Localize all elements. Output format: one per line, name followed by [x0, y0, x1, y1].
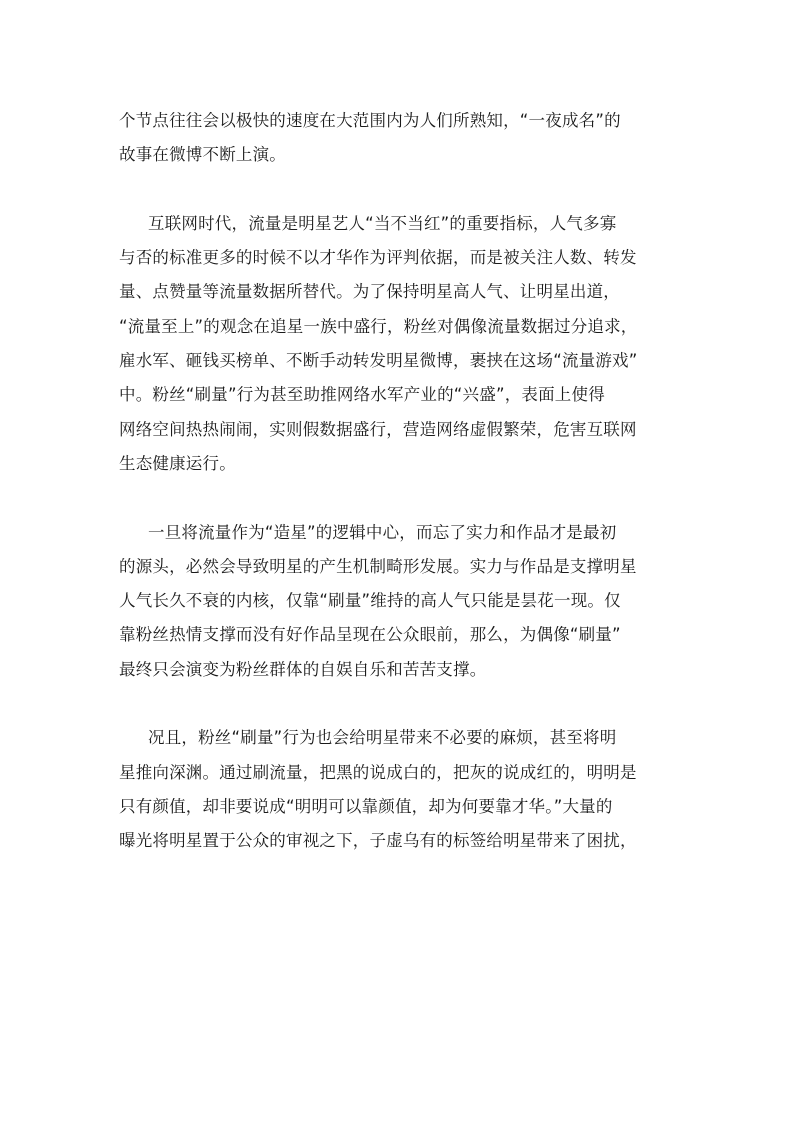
text-line: “流量至上”的观念在追星一族中盛行，粉丝对偶像流量数据过分追求，	[119, 316, 638, 336]
paragraph-gap	[119, 481, 679, 515]
paragraph-2	[119, 207, 679, 481]
text-line: 靠粉丝热情支撑而没有好作品呈现在公众眼前，那么，为偶像“刷量”	[119, 625, 621, 645]
text-line: 只有颜值，却非要说成“明明可以靠颜值，却为何要靠才华。”大量的	[119, 796, 613, 816]
text-line: 人气长久不衰的内核，仅靠“刷量”维持的高人气只能是昙花一现。仅	[119, 591, 621, 611]
paragraph-3	[119, 516, 679, 687]
paragraph-1	[119, 104, 679, 173]
text-line: 与否的标准更多的时候不以才华作为评判依据，而是被关注人数、转发	[119, 248, 637, 268]
text-line: 生态健康运行。	[119, 453, 236, 473]
text-line: 互联网时代，流量是明星艺人“当不当红”的重要指标，人气多寡	[148, 213, 617, 233]
text-line: 中。粉丝“刷量”行为甚至助推网络水军产业的“兴盛”，表面上使得	[119, 385, 605, 405]
text-line: 况且，粉丝“刷量”行为也会给明星带来不必要的麻烦，甚至将明	[148, 728, 617, 748]
document-body	[119, 104, 679, 859]
text-line: 雇水军、砸钱买榜单、不断手动转发明星微博，裹挟在这场“流量游戏”	[119, 351, 638, 371]
text-line: 的源头，必然会导致明星的产生机制畸形发展。实力与作品是支撑明星	[119, 556, 637, 576]
text-line: 网络空间热热闹闹，实则假数据盛行，营造网络虚假繁荣，危害互联网	[119, 419, 637, 439]
text-line: 一旦将流量作为“造星”的逻辑中心，而忘了实力和作品才是最初	[148, 522, 617, 542]
paragraph-gap	[119, 687, 679, 721]
text-line: 量、点赞量等流量数据所替代。为了保持明星高人气、让明星出道，	[119, 282, 620, 302]
text-line: 最终只会演变为粉丝群体的自娱自乐和苦苦支撑。	[119, 659, 487, 679]
text-line: 曝光将明星置于公众的审视之下，子虚乌有的标签给明星带来了困扰，	[119, 831, 637, 851]
paragraph-gap	[119, 173, 679, 207]
paragraph-4	[119, 721, 679, 858]
text-line: 个节点往往会以极快的速度在大范围内为人们所熟知，“一夜成名”的	[119, 111, 621, 130]
text-line: 星推向深渊。通过刷流量，把黑的说成白的，把灰的说成红的，明明是	[119, 762, 637, 782]
text-line: 故事在微博不断上演。	[119, 145, 286, 165]
